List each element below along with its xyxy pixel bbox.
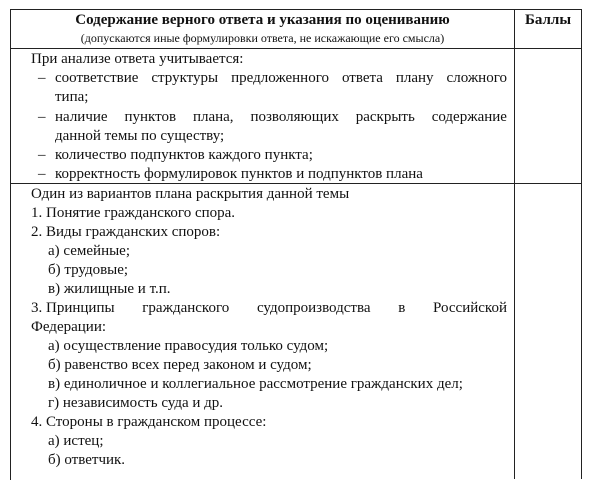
criteria-item-points (55, 108, 507, 126)
plan-point-3-cont: Федерации: (31, 319, 107, 335)
plan-subpoint: б) ответчик. (48, 452, 126, 468)
word: гражданского (142, 300, 230, 316)
word: ответа (341, 70, 383, 86)
plan-point-4: 4. Стороны в гражданском процессе: (31, 414, 267, 430)
criteria-item-points-cont: данной темы по существу; (55, 128, 225, 144)
word: плану (395, 70, 434, 86)
plan-subpoint: в) жилищные и т.п. (48, 281, 171, 297)
list-marker: – (38, 109, 46, 125)
word: содержание (431, 109, 507, 125)
criteria-intro: При анализе ответа учитывается: (31, 51, 244, 67)
word: 3. Принципы (31, 300, 115, 316)
word: Российской (433, 300, 507, 316)
plan-point-3 (31, 299, 507, 317)
header-title: Содержание верного ответа и указания по оцениванию (75, 12, 450, 28)
header-row-divider (10, 48, 582, 49)
word: плана, (192, 109, 234, 125)
row-divider (10, 183, 582, 184)
word: предложенного (231, 70, 329, 86)
criteria-item-wording: корректность формулировок пунктов и подпунктов плана (55, 166, 423, 182)
plan-subpoint: б) равенство всех перед законом и судом; (48, 357, 312, 373)
word: раскрыть (355, 109, 415, 125)
header-subtitle: (допускаются иные формулировки ответа, не искажающие его смысла) (80, 31, 445, 45)
score-column-header: Баллы (524, 12, 572, 28)
word: судопроизводства (256, 300, 371, 316)
list-marker: – (38, 147, 46, 163)
column-divider (514, 9, 515, 479)
plan-subpoint: б) трудовые; (48, 262, 129, 278)
criteria-item-subpoints: количество подпунктов каждого пункта; (55, 147, 313, 163)
word: сложного (446, 70, 507, 86)
plan-point-2: 2. Виды гражданских споров: (31, 224, 221, 240)
criteria-item-structure (55, 69, 507, 87)
plan-subpoint: в) единоличное и коллегиальное рассмотрение гражданских дел; (48, 376, 463, 392)
word: позволяющих (250, 109, 339, 125)
list-marker: – (38, 166, 46, 182)
plan-subpoint: а) осуществление правосудия только судом; (48, 338, 329, 354)
word: наличие (55, 109, 108, 125)
word: пунктов (124, 109, 177, 125)
criteria-item-structure-cont: типа; (55, 89, 89, 105)
plan-subpoint: а) истец; (48, 433, 104, 449)
plan-subpoint: г) независимость суда и др. (48, 395, 224, 411)
list-marker: – (38, 70, 46, 86)
word: в (398, 300, 406, 316)
word: соответствие (55, 70, 139, 86)
word: структуры (151, 70, 219, 86)
table-right-border (581, 9, 582, 479)
plan-point-1: 1. Понятие гражданского спора. (31, 205, 236, 221)
plan-intro: Один из вариантов плана раскрытия данной темы (31, 186, 350, 202)
plan-subpoint: а) семейные; (48, 243, 131, 259)
